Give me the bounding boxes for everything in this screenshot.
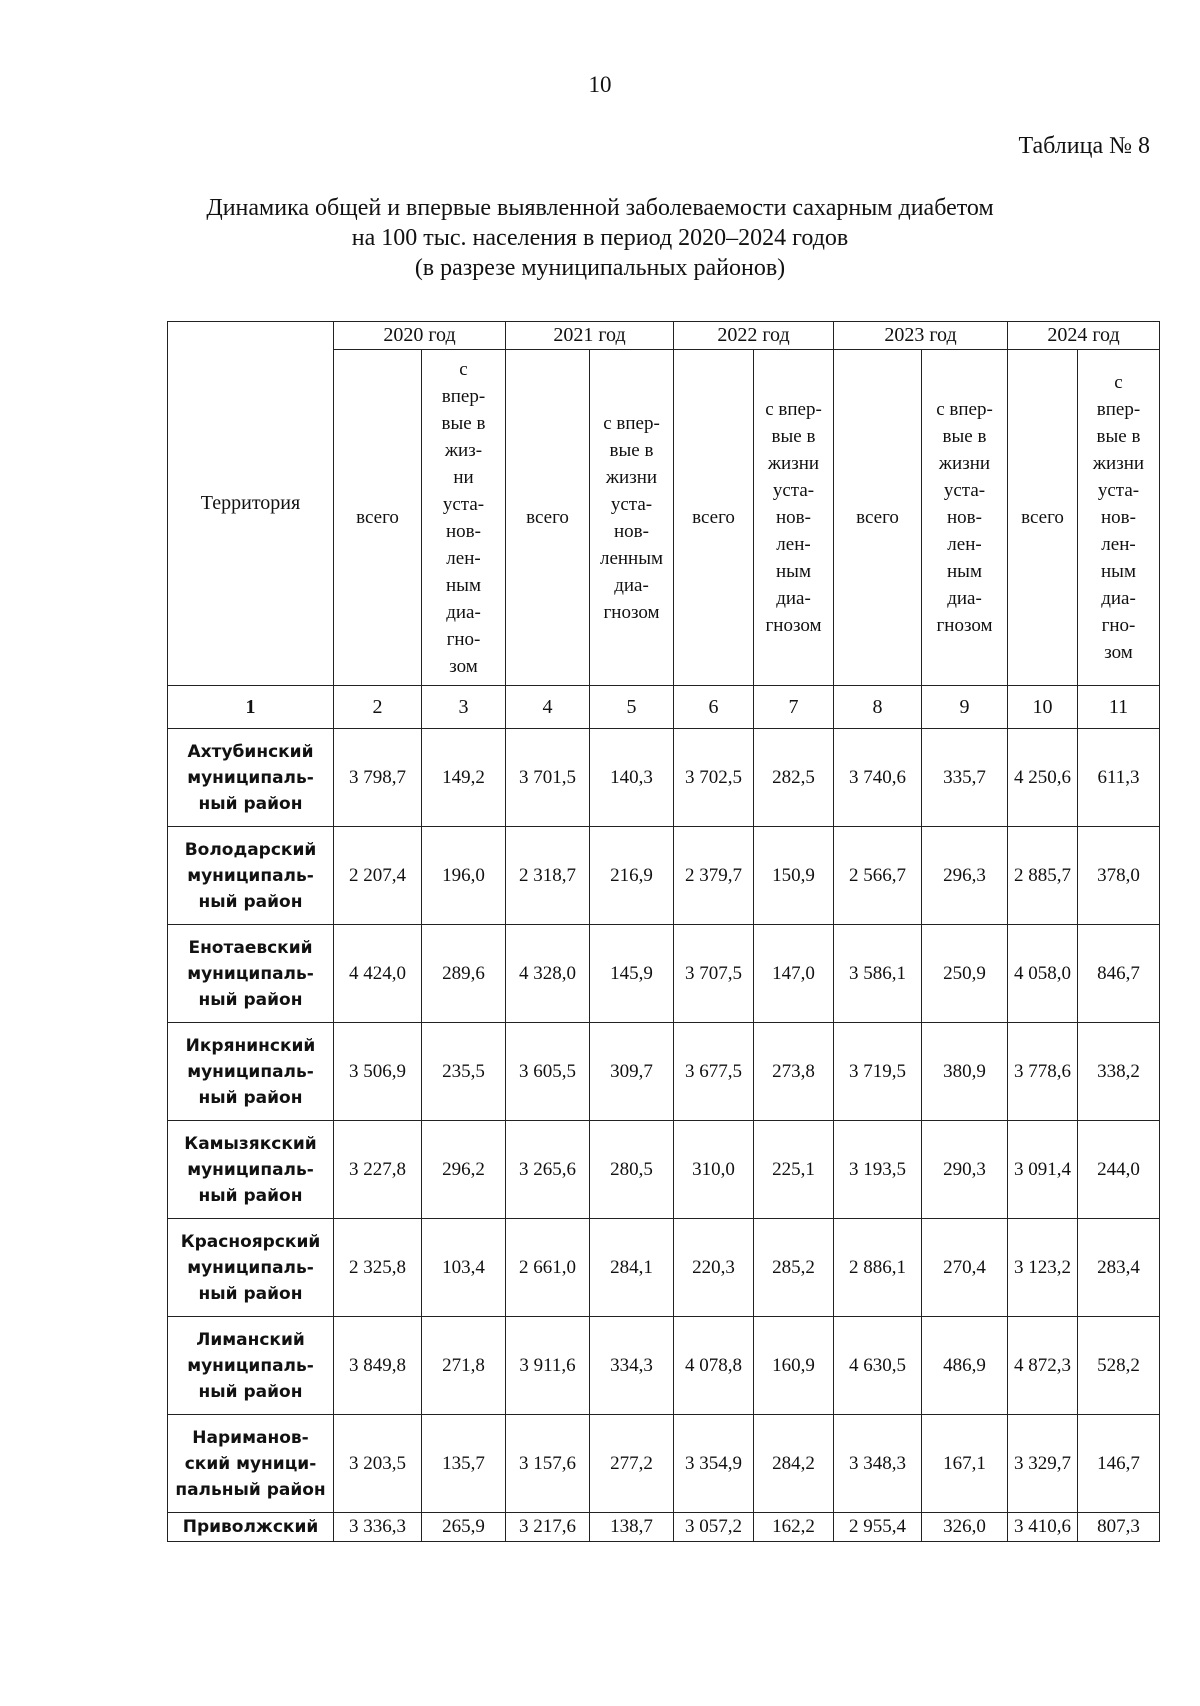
- header-years-row: [168, 322, 1160, 350]
- total-value-cell: 3 677,5: [674, 1023, 754, 1121]
- first-diagnosed-value-cell: 284,2: [754, 1415, 834, 1513]
- total-value-cell: 3 719,5: [834, 1023, 922, 1121]
- column-number-cell: 4: [506, 686, 590, 729]
- table-row: [168, 1513, 1160, 1542]
- table-row: [168, 1121, 1160, 1219]
- column-number-cell: 10: [1008, 686, 1078, 729]
- first-diagnosed-value-cell: 285,2: [754, 1219, 834, 1317]
- total-value-cell: 3 123,2: [1008, 1219, 1078, 1317]
- first-diagnosed-value-cell: 335,7: [922, 729, 1008, 827]
- table-row: [168, 1023, 1160, 1121]
- first-diagnosed-value-cell: 196,0: [422, 827, 506, 925]
- table-row: [168, 729, 1160, 827]
- first-diagnosed-value-cell: 528,2: [1078, 1317, 1160, 1415]
- first-diagnosed-value-cell: 225,1: [754, 1121, 834, 1219]
- total-value-cell: 2 661,0: [506, 1219, 590, 1317]
- column-number-cell: 2: [334, 686, 422, 729]
- title-line: (в разрезе муниципальных районов): [414, 255, 786, 281]
- total-value-cell: 4 328,0: [506, 925, 590, 1023]
- total-header: всего: [334, 350, 422, 686]
- total-value-cell: 2 885,7: [1008, 827, 1078, 925]
- first-diagnosed-value-cell: 145,9: [590, 925, 674, 1023]
- total-value-cell: 4 424,0: [334, 925, 422, 1023]
- total-value-cell: 3 702,5: [674, 729, 754, 827]
- total-value-cell: 3 265,6: [506, 1121, 590, 1219]
- total-value-cell: 3 227,8: [334, 1121, 422, 1219]
- first-diagnosed-value-cell: 282,5: [754, 729, 834, 827]
- first-diagnosed-value-cell: 103,4: [422, 1219, 506, 1317]
- first-diagnosed-value-cell: 289,6: [422, 925, 506, 1023]
- total-header: всего: [1008, 350, 1078, 686]
- total-value-cell: 3 849,8: [334, 1317, 422, 1415]
- total-value-cell: 3 798,7: [334, 729, 422, 827]
- total-value-cell: 4 058,0: [1008, 925, 1078, 1023]
- total-value-cell: 3 336,3: [334, 1513, 422, 1542]
- total-value-cell: 2 955,4: [834, 1513, 922, 1542]
- column-number-cell: 5: [590, 686, 674, 729]
- total-value-cell: 3 778,6: [1008, 1023, 1078, 1121]
- morbidity-table: [167, 321, 1160, 1542]
- total-value-cell: 4 250,6: [1008, 729, 1078, 827]
- first-diagnosed-header: с впер- вые в жизни уста- нов- лен- ным диа- гно- зом: [1078, 350, 1160, 686]
- first-diagnosed-value-cell: 135,7: [422, 1415, 506, 1513]
- table-row: [168, 925, 1160, 1023]
- first-diagnosed-value-cell: 807,3: [1078, 1513, 1160, 1542]
- first-diagnosed-value-cell: 216,9: [590, 827, 674, 925]
- first-diagnosed-value-cell: 486,9: [922, 1317, 1008, 1415]
- first-diagnosed-value-cell: 280,5: [590, 1121, 674, 1219]
- total-header: всего: [506, 350, 590, 686]
- first-diagnosed-value-cell: 326,0: [922, 1513, 1008, 1542]
- year-header: 2024 год: [1008, 322, 1160, 350]
- total-value-cell: 2 325,8: [334, 1219, 422, 1317]
- total-value-cell: 3 911,6: [506, 1317, 590, 1415]
- table-title: [0, 193, 1200, 283]
- total-value-cell: 3 217,6: [506, 1513, 590, 1542]
- total-value-cell: 3 329,7: [1008, 1415, 1078, 1513]
- first-diagnosed-value-cell: 277,2: [590, 1415, 674, 1513]
- first-diagnosed-value-cell: 846,7: [1078, 925, 1160, 1023]
- column-number-cell: 1: [168, 686, 334, 729]
- first-diagnosed-header: с впер- вые в жизни уста- нов- ленным диа- гнозом: [590, 350, 674, 686]
- total-value-cell: 3 057,2: [674, 1513, 754, 1542]
- first-diagnosed-value-cell: 146,7: [1078, 1415, 1160, 1513]
- territory-cell: Лиманский муниципаль- ный район: [168, 1317, 334, 1415]
- first-diagnosed-value-cell: 162,2: [754, 1513, 834, 1542]
- total-value-cell: 2 207,4: [334, 827, 422, 925]
- first-diagnosed-value-cell: 160,9: [754, 1317, 834, 1415]
- column-number-cell: 7: [754, 686, 834, 729]
- territory-cell: Енотаевский муниципаль- ный район: [168, 925, 334, 1023]
- total-header: всего: [834, 350, 922, 686]
- first-diagnosed-value-cell: 283,4: [1078, 1219, 1160, 1317]
- territory-cell: Володарский муниципаль- ный район: [168, 827, 334, 925]
- page-number: 10: [588, 72, 612, 97]
- first-diagnosed-value-cell: 380,9: [922, 1023, 1008, 1121]
- first-diagnosed-value-cell: 150,9: [754, 827, 834, 925]
- total-value-cell: 2 566,7: [834, 827, 922, 925]
- first-diagnosed-value-cell: 611,3: [1078, 729, 1160, 827]
- total-value-cell: 2 318,7: [506, 827, 590, 925]
- total-value-cell: 3 193,5: [834, 1121, 922, 1219]
- first-diagnosed-value-cell: 235,5: [422, 1023, 506, 1121]
- year-header: 2023 год: [834, 322, 1008, 350]
- total-value-cell: 4 078,8: [674, 1317, 754, 1415]
- total-value-cell: 2 886,1: [834, 1219, 922, 1317]
- territory-cell: Икрянинский муниципаль- ный район: [168, 1023, 334, 1121]
- column-number-cell: 8: [834, 686, 922, 729]
- year-header: 2021 год: [506, 322, 674, 350]
- first-diagnosed-value-cell: 147,0: [754, 925, 834, 1023]
- total-value-cell: 4 630,5: [834, 1317, 922, 1415]
- territory-cell: Камызякский муниципаль- ный район: [168, 1121, 334, 1219]
- first-diagnosed-value-cell: 270,4: [922, 1219, 1008, 1317]
- total-header: всего: [674, 350, 754, 686]
- year-header: 2020 год: [334, 322, 506, 350]
- total-value-cell: 3 605,5: [506, 1023, 590, 1121]
- first-diagnosed-value-cell: 138,7: [590, 1513, 674, 1542]
- total-value-cell: 3 410,6: [1008, 1513, 1078, 1542]
- first-diagnosed-value-cell: 140,3: [590, 729, 674, 827]
- first-diagnosed-header: с впер- вые в жиз- ни уста- нов- лен- ным диа- гно- зом: [422, 350, 506, 686]
- first-diagnosed-value-cell: 149,2: [422, 729, 506, 827]
- first-diagnosed-header: с впер- вые в жизни уста- нов- лен- ным диа- гнозом: [754, 350, 834, 686]
- first-diagnosed-value-cell: 309,7: [590, 1023, 674, 1121]
- first-diagnosed-value-cell: 338,2: [1078, 1023, 1160, 1121]
- table-row: [168, 1415, 1160, 1513]
- total-value-cell: 3 091,4: [1008, 1121, 1078, 1219]
- first-diagnosed-value-cell: 378,0: [1078, 827, 1160, 925]
- year-header: 2022 год: [674, 322, 834, 350]
- territory-cell: Красноярский муниципаль- ный район: [168, 1219, 334, 1317]
- column-number-cell: 6: [674, 686, 754, 729]
- table-row: [168, 1219, 1160, 1317]
- territory-cell: Нариманов- ский муници- пальный район: [168, 1415, 334, 1513]
- territory-header: Территория: [168, 322, 334, 686]
- total-value-cell: 220,3: [674, 1219, 754, 1317]
- table-row: [168, 827, 1160, 925]
- first-diagnosed-value-cell: 334,3: [590, 1317, 674, 1415]
- title-line: на 100 тыс. населения в период 2020–2024 годов: [351, 225, 849, 251]
- territory-cell: Приволжский: [168, 1513, 334, 1542]
- total-value-cell: 4 872,3: [1008, 1317, 1078, 1415]
- total-value-cell: 3 354,9: [674, 1415, 754, 1513]
- first-diagnosed-value-cell: 244,0: [1078, 1121, 1160, 1219]
- table-row: [168, 1317, 1160, 1415]
- total-value-cell: 3 586,1: [834, 925, 922, 1023]
- total-value-cell: 3 506,9: [334, 1023, 422, 1121]
- first-diagnosed-value-cell: 265,9: [422, 1513, 506, 1542]
- total-value-cell: 2 379,7: [674, 827, 754, 925]
- first-diagnosed-value-cell: 296,3: [922, 827, 1008, 925]
- first-diagnosed-value-cell: 271,8: [422, 1317, 506, 1415]
- first-diagnosed-value-cell: 250,9: [922, 925, 1008, 1023]
- total-value-cell: 3 740,6: [834, 729, 922, 827]
- total-value-cell: 310,0: [674, 1121, 754, 1219]
- total-value-cell: 3 707,5: [674, 925, 754, 1023]
- total-value-cell: 3 348,3: [834, 1415, 922, 1513]
- first-diagnosed-value-cell: 296,2: [422, 1121, 506, 1219]
- column-numbers-row: [168, 686, 1160, 729]
- first-diagnosed-value-cell: 273,8: [754, 1023, 834, 1121]
- column-number-cell: 3: [422, 686, 506, 729]
- first-diagnosed-value-cell: 284,1: [590, 1219, 674, 1317]
- first-diagnosed-value-cell: 167,1: [922, 1415, 1008, 1513]
- total-value-cell: 3 701,5: [506, 729, 590, 827]
- first-diagnosed-header: с впер- вые в жизни уста- нов- лен- ным диа- гнозом: [922, 350, 1008, 686]
- territory-cell: Ахтубинский муниципаль- ный район: [168, 729, 334, 827]
- title-line: Динамика общей и впервые выявленной заболеваемости сахарным диабетом: [206, 195, 994, 221]
- column-number-cell: 9: [922, 686, 1008, 729]
- table-label: Таблица № 8: [1018, 133, 1150, 159]
- total-value-cell: 3 157,6: [506, 1415, 590, 1513]
- column-number-cell: 11: [1078, 686, 1160, 729]
- first-diagnosed-value-cell: 290,3: [922, 1121, 1008, 1219]
- total-value-cell: 3 203,5: [334, 1415, 422, 1513]
